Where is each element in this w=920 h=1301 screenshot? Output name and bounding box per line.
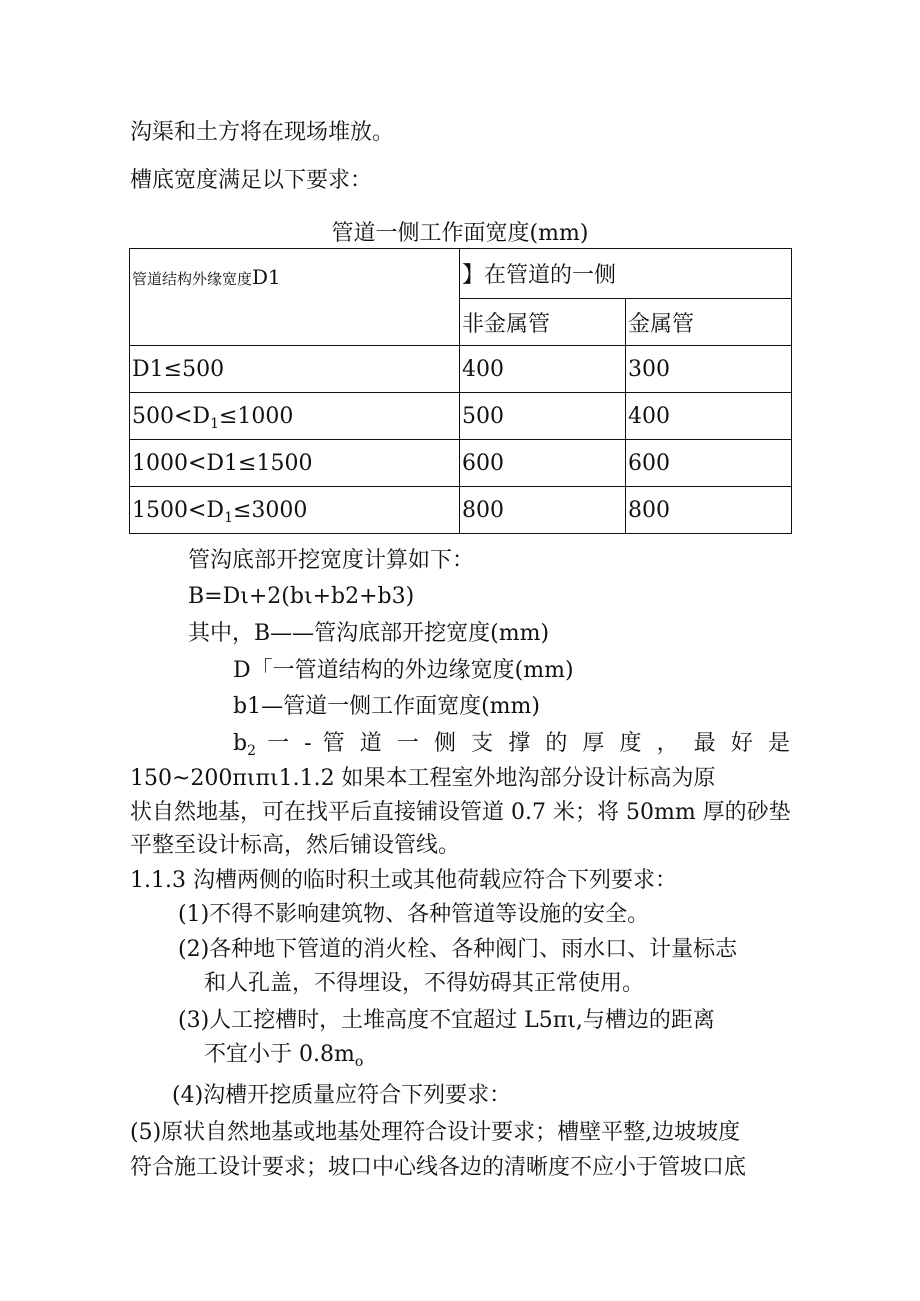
- list-item-3-line-2: [204, 1040, 363, 1070]
- list-item-5-line-1: (5)原状自然地基或地基处理符合设计要求；槽壁平整,边坡坡度: [130, 1120, 741, 1145]
- cell-nonmetal: 600: [460, 440, 626, 487]
- header-one-side: 】在管道的一侧: [460, 249, 792, 299]
- calc-where-b: 其中，B——管沟底部开挖宽度(mm): [188, 621, 550, 646]
- calc-def-b1: b1—管道一侧工作面宽度(mm): [233, 694, 540, 719]
- def-b2-subscript: 2: [247, 743, 257, 759]
- item3-text: 不宜小于 0.8m: [204, 1042, 355, 1067]
- calc-def-d: D「一管道结构的外边缘宽度(mm): [233, 658, 574, 683]
- cell-range: [130, 487, 460, 534]
- cell-metal: 300: [626, 346, 792, 393]
- table-title: 管道一侧工作面宽度(mm): [331, 221, 589, 246]
- cell-range: 1000<D1≤1500: [130, 440, 460, 487]
- paragraph-line: 平整至设计标高，然后铺设管线。: [130, 833, 461, 858]
- table-row: [130, 393, 792, 440]
- header-nonmetal: 非金属管: [460, 299, 626, 346]
- paragraph-line: 状自然地基，可在找平后直接铺设管道 0.7 米；将 50mm 厚的砂垫: [130, 800, 791, 825]
- cell-range-subscript: 1: [224, 509, 233, 526]
- table-row: [130, 346, 792, 393]
- cell-nonmetal: 500: [460, 393, 626, 440]
- calc-formula: B=Dι+2(bι+b2+b3): [188, 584, 415, 609]
- list-item-2-line-2: 和人孔盖，不得埋设，不得妨碍其正常使用。: [204, 971, 645, 996]
- section-heading: 1.1.3 沟槽两侧的临时积土或其他荷载应符合下列要求：: [130, 868, 677, 893]
- cell-range-part: 1500<D: [132, 497, 225, 523]
- calc-heading: 管沟底部开挖宽度计算如下：: [188, 548, 475, 573]
- header-outer-width-var: D1: [252, 265, 281, 289]
- table-row: [130, 440, 792, 487]
- cell-range: D1≤500: [130, 346, 460, 393]
- header-outer-width-text: 管道结构外缘宽度: [132, 270, 253, 288]
- header-outer-width: [130, 249, 460, 346]
- list-item-4: (4)沟槽开挖质量应符合下列要求：: [172, 1083, 512, 1108]
- cell-range: [130, 393, 460, 440]
- list-item-1: (1)不得不影响建筑物、各种管道等设施的安全。: [178, 902, 650, 927]
- cell-nonmetal: 800: [460, 487, 626, 534]
- intro-line-1: 沟渠和土方将在现场堆放。: [130, 120, 395, 145]
- cell-range-subscript: 1: [210, 415, 219, 432]
- table-row: [130, 487, 792, 534]
- cell-nonmetal: 400: [460, 346, 626, 393]
- cell-metal: 600: [626, 440, 792, 487]
- cell-range-part: 500<D: [132, 403, 211, 429]
- calc-def-b2: [233, 729, 790, 759]
- cell-metal: 800: [626, 487, 792, 534]
- list-item-5-line-2: 符合施工设计要求；坡口中心线各边的清晰度不应小于管坡口底: [130, 1155, 747, 1180]
- def-b2-text: 一 - 管 道 一 侧 支 撑 的 厚 度 ， 最 好 是: [256, 731, 790, 756]
- width-table: [129, 248, 792, 534]
- list-item-3-line-1: (3)人工挖槽时，土堆高度不宜超过 L5πι,与槽边的距离: [178, 1008, 715, 1033]
- item3-subscript: o: [354, 1054, 364, 1070]
- cell-metal: 400: [626, 393, 792, 440]
- header-metal: 金属管: [626, 299, 792, 346]
- intro-line-2: 槽底宽度满足以下要求：: [130, 168, 373, 193]
- list-item-2-line-1: (2)各种地下管道的消火栓、各种阀门、雨水口、计量标志: [178, 937, 738, 962]
- def-b2-var: b: [233, 731, 248, 756]
- cell-range-part: ≤3000: [232, 497, 308, 523]
- cell-range-part: ≤1000: [219, 403, 294, 429]
- table-header-row: [130, 249, 792, 299]
- paragraph-line: 150~200πιπι1.1.2 如果本工程室外地沟部分设计标高为原: [130, 766, 716, 791]
